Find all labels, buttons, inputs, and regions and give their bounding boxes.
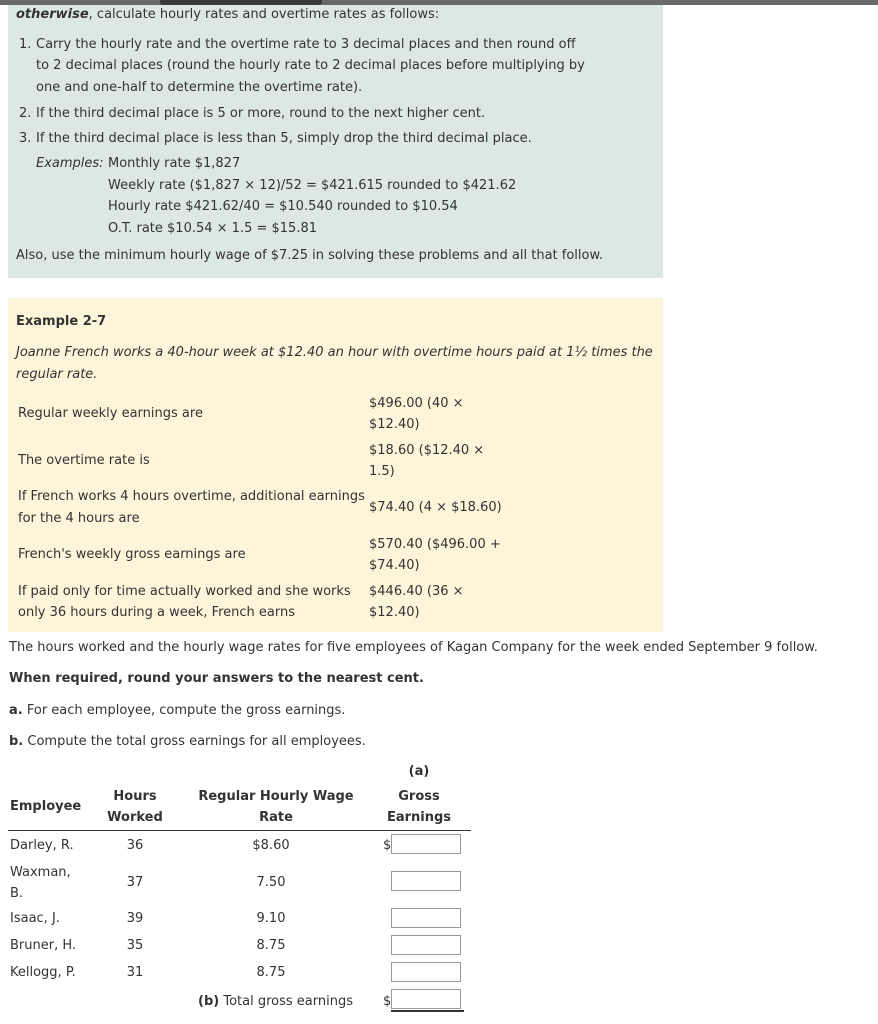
examples-label: Examples: — [36, 156, 104, 171]
list-number: 1. — [19, 37, 32, 52]
example-row-label: If paid only for time actually worked and she works — [18, 584, 351, 599]
example-title: Example 2-7 — [16, 314, 107, 329]
header-employee: Employee — [10, 799, 82, 814]
header-divider — [8, 830, 471, 831]
instruction-line: one and one-half to determine the overtime rate). — [36, 80, 363, 95]
gross-earnings-input[interactable] — [391, 908, 461, 928]
dollar-sign: $ — [383, 838, 392, 853]
hours-worked: 35 — [126, 938, 144, 953]
part-a-text: For each employee, compute the gross earnings. — [26, 703, 346, 718]
example-row-value: $12.40) — [369, 417, 420, 432]
employee-name: Bruner, H. — [10, 938, 77, 953]
example-line: O.T. rate $10.54 × 1.5 = $15.81 — [108, 221, 318, 236]
instruction-line: If the third decimal place is less than 5, simply drop the third decimal place. — [36, 131, 532, 146]
part-b-text: Compute the total gross earnings for all employees. — [27, 734, 366, 749]
example-row-value: $496.00 (40 × — [369, 396, 464, 411]
example-intro-line: regular rate. — [16, 367, 98, 382]
example-row-label: French's weekly gross earnings are — [18, 547, 246, 562]
header-part-a: (a) — [408, 764, 430, 779]
example-row-label: Regular weekly earnings are — [18, 406, 203, 421]
example-row-value: $74.40) — [369, 558, 420, 573]
total-gross-earnings-input[interactable] — [391, 989, 461, 1009]
instruction-line: to 2 decimal places (round the hourly rate to 2 decimal places before multiplying by — [36, 58, 585, 73]
example-row-value: $12.40) — [369, 605, 420, 620]
instructions-intro-bold: otherwise — [16, 7, 89, 22]
list-number: 2. — [19, 106, 32, 121]
employee-name: Darley, R. — [10, 838, 74, 853]
example-row-value: $570.40 ($496.00 + — [369, 537, 501, 552]
example-box — [8, 298, 663, 632]
list-number: 3. — [19, 131, 32, 146]
header-gross-line: Gross — [398, 789, 440, 804]
hourly-rate: 9.10 — [256, 911, 286, 926]
example-row-value: $446.40 (36 × — [369, 584, 464, 599]
instructions-intro-text: , calculate hourly rates and overtime rates as follows: — [88, 7, 440, 22]
total-underline — [391, 1010, 464, 1012]
employee-name: Isaac, J. — [10, 911, 60, 926]
hours-worked: 36 — [126, 838, 144, 853]
header-gross — [378, 786, 460, 828]
employee-name: B. — [10, 886, 24, 901]
employee-name: Kellogg, P. — [10, 965, 76, 980]
hourly-rate: 7.50 — [256, 875, 286, 890]
example-intro-line: Joanne French works a 40-hour week at $12.40 an hour with overtime hours paid at 1½ times the — [16, 345, 653, 360]
hourly-rate: 8.75 — [256, 938, 286, 953]
header-hours-line: Hours — [113, 789, 157, 804]
rounding-instructions-box — [8, 5, 663, 278]
problem-text: The hours worked and the hourly wage rates for five employees of Kagan Company for the week ended September 9 follow. — [9, 640, 818, 655]
hours-worked: 31 — [126, 965, 144, 980]
gross-earnings-input[interactable] — [391, 834, 461, 854]
hourly-rate: $8.60 — [252, 838, 290, 853]
example-row-label: only 36 hours during a week, French earns — [18, 605, 296, 620]
instruction-line: If the third decimal place is 5 or more, round to the next higher cent. — [36, 106, 486, 121]
hourly-rate: 8.75 — [256, 965, 286, 980]
header-rate — [190, 786, 362, 828]
hours-worked: 39 — [126, 911, 144, 926]
example-row-label: The overtime rate is — [18, 453, 150, 468]
total-label: Total gross earnings — [223, 994, 353, 1009]
dollar-sign: $ — [383, 994, 392, 1009]
gross-earnings-input[interactable] — [391, 871, 461, 891]
hours-worked: 37 — [126, 875, 144, 890]
gross-earnings-input[interactable] — [391, 935, 461, 955]
gross-earnings-input[interactable] — [391, 962, 461, 982]
example-line: Monthly rate $1,827 — [108, 156, 241, 171]
part-b-marker: (b) — [198, 994, 220, 1009]
example-row-value: $74.40 (4 × $18.60) — [369, 500, 502, 515]
example-row-label: for the 4 hours are — [18, 511, 140, 526]
part-b-label: b. — [9, 734, 24, 749]
example-row-label: If French works 4 hours overtime, additional earnings — [18, 489, 365, 504]
example-line: Hourly rate $421.62/40 = $10.540 rounded to $10.54 — [108, 199, 458, 214]
example-line: Weekly rate ($1,827 × 12)/52 = $421.615 rounded to $421.62 — [108, 178, 517, 193]
header-hours — [100, 786, 170, 828]
employee-name: Waxman, — [10, 865, 71, 880]
example-row-value: $18.60 ($12.40 × — [369, 443, 485, 458]
minimum-wage-note: Also, use the minimum hourly wage of $7.25 in solving these problems and all that follow. — [16, 248, 604, 263]
instruction-line: Carry the hourly rate and the overtime rate to 3 decimal places and then round off — [36, 37, 576, 52]
part-a-label: a. — [9, 703, 23, 718]
header-rate-line: Regular Hourly Wage — [198, 789, 354, 804]
example-row-value: 1.5) — [369, 464, 395, 479]
header-rate-line: Rate — [259, 810, 293, 825]
header-gross-line: Earnings — [386, 810, 452, 825]
instructions-intro — [16, 7, 439, 22]
header-hours-line: Worked — [107, 810, 163, 825]
rounding-note: When required, round your answers to the nearest cent. — [9, 671, 424, 686]
